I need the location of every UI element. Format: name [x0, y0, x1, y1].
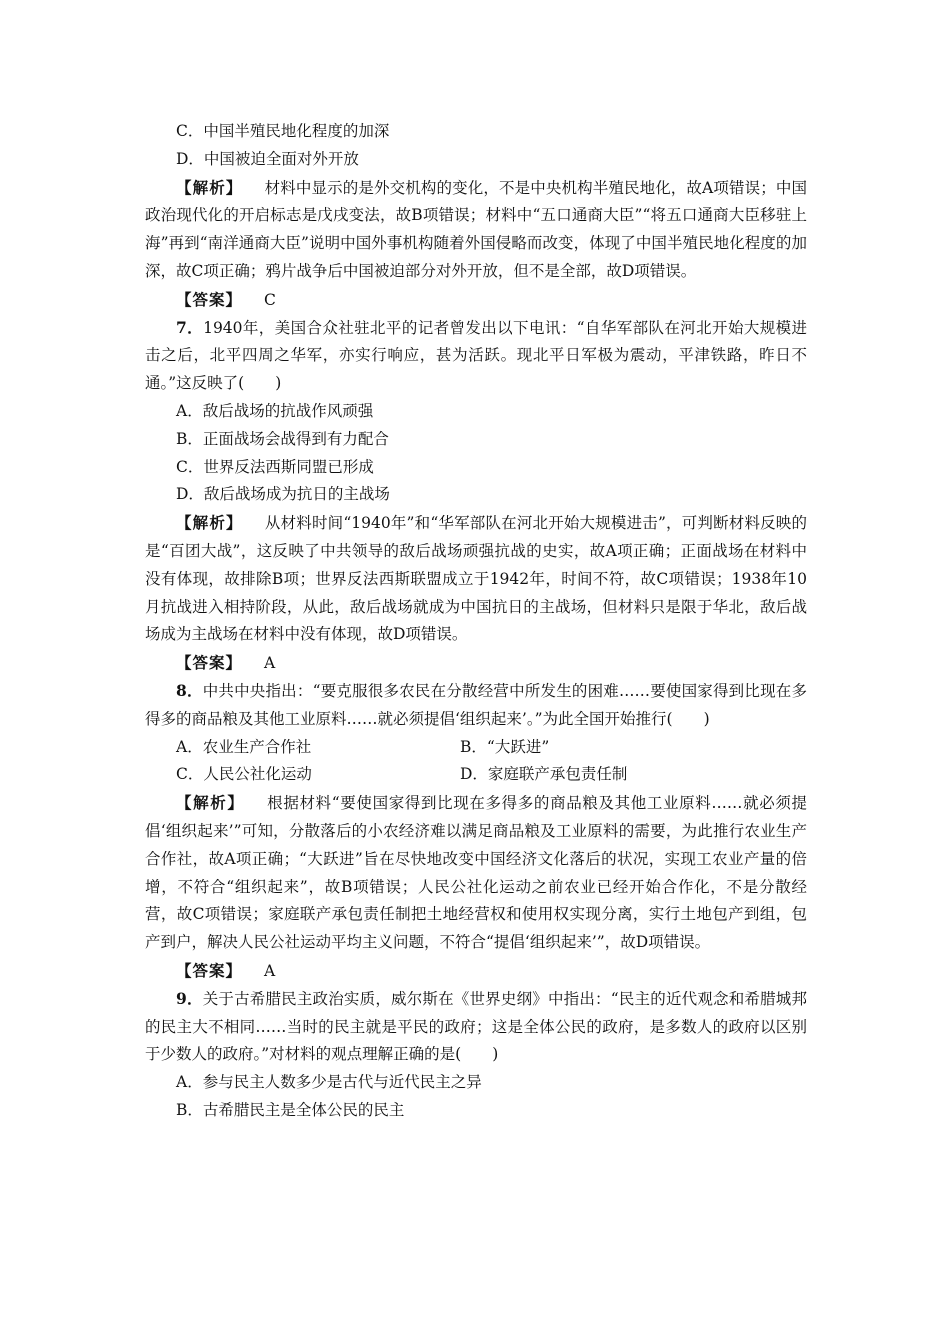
q7-analysis-text: 从材料时间“1940年”和“华军部队在河北开始大规模进击”，可判断材料反映的是“百团大战”，这反映了中共领导的敌后战场顽强抗战的史实，故A项正确；正面战场在材料中没有体现，故排除B项；世界反法西斯联盟成立于1942年，时间不符，故C项错误；1938年10月抗战进入相持阶段，从此，敌后战场就成为中国抗日的主战场，但材料只是限于华北，敌后战场成为主战场在材料中没有体现，故D项错误。	[145, 514, 807, 644]
q7-answer	[145, 649, 807, 677]
q7-stem-text: 1940年，美国合众社驻北平的记者曾发出以下电讯：“自华军部队在河北开始大规模进击之后，北平四周之华军，亦实行响应，甚为活跃。现北平日军极为震动，平津铁路，昨日不通。”这反映了( )	[145, 318, 807, 393]
answer-tag: 【答案】	[176, 289, 243, 309]
q8-analysis	[145, 789, 807, 957]
q8-number: 8．	[176, 680, 203, 700]
q7-answer-value: A	[264, 654, 276, 673]
q7-option-a: A．敌后战场的抗战作风顽强	[176, 401, 374, 420]
q6-analysis	[145, 174, 807, 286]
q8-option-d: D．家庭联产承包责任制	[460, 765, 628, 784]
q6-option-c: C．中国半殖民地化程度的加深	[176, 122, 390, 140]
q8-answer	[145, 957, 807, 985]
q7-stem	[145, 314, 807, 398]
q9-stem	[145, 985, 807, 1069]
q8-options-row-1	[145, 734, 807, 762]
q9-stem-text: 关于古希腊民主政治实质，威尔斯在《世界史纲》中指出：“民主的近代观念和希腊城邦的民主大不相同……当时的民主就是平民的政府；这是全体公民的政府，是多数人的政府以区别于少数人的政府。”对材料的观点理解正确的是( )	[145, 989, 807, 1064]
document-page	[145, 118, 807, 1125]
q7-analysis	[145, 509, 807, 649]
q8-analysis-text: 根据材料“要使国家得到比现在多得多的商品粮及其他工业原料……就必须提倡‘组织起来’”可知，分散落后的小农经济难以满足商品粮及工业原料的需要，为此推行农业生产合作社，故A项正确；“大跃进”旨在尽快地改变中国经济文化落后的状况，实现工农业产量的倍增，不符合“组织起来”，故B项错误；人民公社化运动之前农业已经开始合作化，不是分散经营，故C项错误；家庭联产承包责任制把土地经营权和使用权实现分离，实行土地包产到组，包产到户，解决人民公社运动平均主义问题，不符合“提倡‘组织起来’”，故D项错误。	[145, 794, 807, 952]
q8-stem-text: 中共中央指出：“要克服很多农民在分散经营中所发生的困难……要使国家得到比现在多得多的商品粮及其他工业原料……就必须提倡‘组织起来’。”为此全国开始推行( )	[145, 681, 807, 728]
q6-option-d: D．中国被迫全面对外开放	[176, 149, 359, 168]
analysis-tag: 【解析】	[176, 793, 245, 813]
q8-stem	[145, 677, 807, 734]
q8-option-a: A．农业生产合作社	[176, 737, 312, 756]
q6-answer	[145, 286, 807, 314]
q9-number: 9．	[176, 988, 203, 1008]
q8-option-b: B．“大跃进”	[460, 737, 550, 756]
q7-number: 7．	[176, 317, 204, 337]
q8-option-c: C．人民公社化运动	[176, 765, 312, 784]
q7-option-d: D．敌后战场成为抗日的主战场	[176, 485, 390, 504]
q7-option-c: C．世界反法西斯同盟已形成	[176, 457, 374, 476]
analysis-tag: 【解析】	[176, 513, 243, 533]
q9-option-a: A．参与民主人数多少是古代与近代民主之异	[176, 1073, 482, 1092]
analysis-tag: 【解析】	[176, 177, 243, 197]
q9-option-b: B．古希腊民主是全体公民的民主	[176, 1100, 405, 1119]
q6-answer-value: C	[264, 290, 276, 309]
answer-tag: 【答案】	[176, 960, 243, 980]
answer-tag: 【答案】	[176, 653, 243, 673]
q8-answer-value: A	[264, 961, 276, 980]
q7-option-b: B．正面战场会战得到有力配合	[176, 429, 389, 448]
q8-options-row-2	[145, 761, 807, 789]
q6-analysis-text: 材料中显示的是外交机构的变化，不是中央机构半殖民地化，故A项错误；中国政治现代化的开启标志是戊戌变法，故B项错误；材料中“五口通商大臣”“将五口通商大臣移驻上海”再到“南洋通商大臣”说明中国外事机构随着外国侵略而改变，体现了中国半殖民地化程度的加深，故C项正确；鸦片战争后中国被迫部分对外开放，但不是全部，故D项错误。	[145, 178, 807, 280]
